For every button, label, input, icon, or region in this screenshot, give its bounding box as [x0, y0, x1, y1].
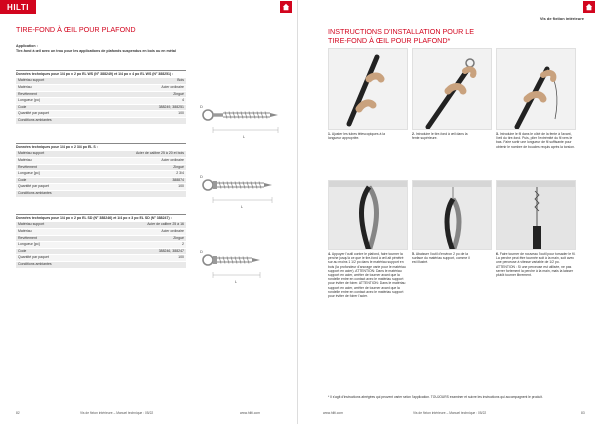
- row-label: Code: [18, 104, 27, 109]
- step-text: Faire tourner de nouveau l'outil pour torsader le fil. La perche peut être tournée soit à la main, soit avec une perceuse à vitesse variable de 1/2 po. ATTENTION : Si une perceuse est utilisée, ne pas serrer fortement la perche à la main, mais la laisser plutôt tourner librement.: [496, 252, 576, 278]
- table-row: [16, 92, 186, 99]
- row-value: 100: [178, 184, 184, 189]
- step-1-photo: [328, 48, 408, 130]
- row-value: Zingué: [173, 164, 184, 169]
- row-label: Conditions ambiantes: [18, 190, 52, 195]
- spec-table-heading: Données techniques pour 1/4 po x 2 po EL SD (N° 388246) et 1/4 po x 3 po EL SD (N° 388247) :: [16, 214, 186, 222]
- table-row: [16, 249, 186, 256]
- row-label: Matériau support: [18, 78, 45, 83]
- table-row: [16, 158, 186, 165]
- row-value: 100: [178, 255, 184, 260]
- footer-page-number: 82: [16, 411, 20, 415]
- page-title: INSTRUCTIONS D'INSTALLATION POUR LE TIRE-FOND À ŒIL POUR PLAFOND*: [328, 27, 475, 45]
- hilti-logo: HILTI: [0, 0, 36, 14]
- step-3-photo: [496, 48, 576, 130]
- row-value: 2: [182, 242, 184, 247]
- row-value: Acier de calibre 25 à 20 et bois: [135, 151, 184, 156]
- spec-table-heading: Données techniques pour 1/4 po x 2 3/4 po EL S :: [16, 143, 186, 151]
- table-row: [16, 191, 186, 198]
- eye-lag-screw-wood-figure: [200, 100, 290, 140]
- step-number: 3.: [496, 132, 499, 136]
- step-text: Introduire le fil dans le côté de la fente à l'avant, l'œil du tire-fond. Puis, plier l'extrémité du fil vers le bas. Faire sortir une longueur de fil suffisante pour obtenir le nombre de boucles requis après la torsion.: [496, 132, 575, 149]
- step-4-photo: [328, 180, 408, 250]
- table-row: [16, 222, 186, 229]
- step-5-photo: [412, 180, 492, 250]
- table-row: [16, 105, 186, 112]
- row-label: Revêtement: [18, 235, 37, 240]
- application-heading: Application :: [16, 44, 38, 48]
- eye-screw-drill-point-figure: [200, 245, 290, 285]
- row-value: Acier ordinaire: [161, 158, 184, 162]
- row-label: Conditions ambiantes: [18, 261, 52, 266]
- row-value: 388249, 388251: [158, 104, 184, 109]
- table-row: [16, 98, 186, 105]
- step-number: 5.: [412, 252, 415, 256]
- step-2-photo: [412, 48, 492, 130]
- step-4-caption: [328, 252, 408, 298]
- dim-label-l: L: [234, 279, 238, 284]
- table-row: [16, 255, 186, 262]
- table-row: [16, 151, 186, 158]
- footer-page-number: 83: [581, 411, 585, 415]
- row-label: Matériau support: [18, 151, 45, 156]
- section-tag: Vis de fixtion intérieure: [539, 16, 584, 21]
- row-label: Code: [18, 248, 27, 253]
- step-2-caption: [412, 132, 474, 140]
- eye-screw-steel-figure: [200, 170, 290, 210]
- dim-label-l: L: [240, 204, 244, 209]
- row-label: Matériau support: [18, 222, 45, 227]
- row-value: Bois: [177, 78, 184, 83]
- step-number: 4.: [328, 252, 331, 256]
- row-value: Zingué: [173, 235, 184, 240]
- table-row: [16, 78, 186, 85]
- row-value: [182, 191, 186, 197]
- footer-manual: Vis de fixton intérieure – Manuel technique : 05/22: [80, 411, 154, 415]
- step-text: Introduire le tire-fond à œil dans la fente supérieure.: [412, 132, 468, 141]
- row-value: [182, 118, 186, 124]
- table-row: [16, 111, 186, 118]
- footer-url[interactable]: www.hilti.com: [323, 411, 343, 415]
- table-row: [16, 171, 186, 178]
- dim-label-d: D: [200, 249, 203, 254]
- row-label: Longueur [po]: [18, 242, 40, 247]
- row-value: 4: [182, 98, 184, 103]
- table-row: [16, 85, 186, 92]
- left-page: [0, 0, 298, 424]
- row-label: Matériau: [18, 229, 32, 233]
- step-6-photo: [496, 180, 576, 250]
- step-6-caption: [496, 252, 576, 277]
- row-label: Revêtement: [18, 164, 37, 169]
- table-row: [16, 184, 186, 191]
- step-number: 1.: [328, 132, 331, 136]
- spec-table-1: [16, 70, 186, 125]
- application-body: Tire-fond à œil avec un trou pour les applications de plafonds suspendus en bois ou en métal: [16, 48, 176, 53]
- step-text: Appuyer l'outil contre le plafond, faire tourner la perche jusqu'à ce que le tire-fond à œil ait pénétré sur au moins 1 1/2 po dans le matériau support en bois (la profondeur d'ancrage varie pour le matériau support en acier). ATTENTION: Dans le matériau support en acier, arrêter de tourner avant que la rondelle entre en contact avec le matériau support pour éviter de foirer. ATTENTION: Dans le matériau support en acier, arrêter de tourner avant que la rondelle entre en contact avec le matériau support pour éviter de foirer l'acier.: [328, 252, 406, 299]
- dim-label-d: D: [200, 174, 203, 179]
- table-row: [16, 165, 186, 172]
- application-intro: [16, 44, 196, 53]
- table-row: [16, 236, 186, 243]
- row-label: Matériau: [18, 158, 32, 162]
- table-row: [16, 178, 186, 185]
- table-row: [16, 262, 186, 269]
- row-label: Quantité par paquet: [18, 255, 49, 260]
- step-5-caption: [412, 252, 474, 265]
- row-label: Code: [18, 177, 27, 182]
- footer-url[interactable]: www.hilti.com: [240, 411, 260, 415]
- spec-table-heading: Données techniques pour 1/4 po x 2 po EL WS (N° 388249) et 1/4 po x 4 po EL WS (N° 388251) :: [16, 70, 186, 78]
- home-icon[interactable]: [583, 1, 595, 13]
- row-label: Revêtement: [18, 91, 37, 96]
- row-label: Quantité par paquet: [18, 184, 49, 189]
- step-text: Ajuster les tubes télescopiques à la longueur appropriée.: [328, 132, 385, 141]
- footnote: * Il s'agit d'instructions abrégées qui peuvent varier selon l'application. TOUJOURS examiner et suivre les instructions qui accompagnent le produit.: [328, 395, 543, 399]
- spec-table-3: [16, 214, 186, 269]
- dim-label-l: L: [242, 134, 246, 139]
- step-number: 6.: [496, 252, 499, 256]
- row-label: Matériau: [18, 85, 32, 89]
- row-value: Acier ordinaire: [161, 85, 184, 89]
- footer-manual: Vis de fixton intérieure – Manuel technique : 05/22: [413, 411, 487, 415]
- row-value: 100: [178, 111, 184, 116]
- row-label: Conditions ambiantes: [18, 117, 52, 122]
- row-label: Longueur (po): [18, 98, 40, 103]
- step-3-caption: [496, 132, 576, 149]
- row-value: Acier ordinaire: [161, 229, 184, 233]
- table-row: [16, 229, 186, 236]
- table-row: [16, 242, 186, 249]
- row-value: 2 3/4: [176, 171, 184, 176]
- row-value: 388246, 388247: [158, 248, 184, 253]
- right-page: [301, 0, 600, 424]
- row-value: Zingué: [173, 91, 184, 96]
- table-row: [16, 118, 186, 125]
- row-label: Quantité par paquet: [18, 111, 49, 116]
- step-text: Abaisser l'outil d'environ 2 po de la surface du matériau support, comme il est illustré.: [412, 252, 470, 265]
- row-value: 388874: [172, 177, 184, 182]
- row-value: Acier de calibre 25 à 16: [147, 222, 184, 227]
- spec-table-2: [16, 143, 186, 198]
- dim-label-d: D: [200, 104, 203, 109]
- step-number: 2.: [412, 132, 415, 136]
- page-title: TIRE-FOND À ŒIL POUR PLAFOND: [16, 25, 136, 34]
- home-icon[interactable]: [280, 1, 292, 13]
- row-value: [182, 262, 186, 268]
- step-1-caption: [328, 132, 390, 140]
- row-label: Longueur [po]: [18, 171, 40, 176]
